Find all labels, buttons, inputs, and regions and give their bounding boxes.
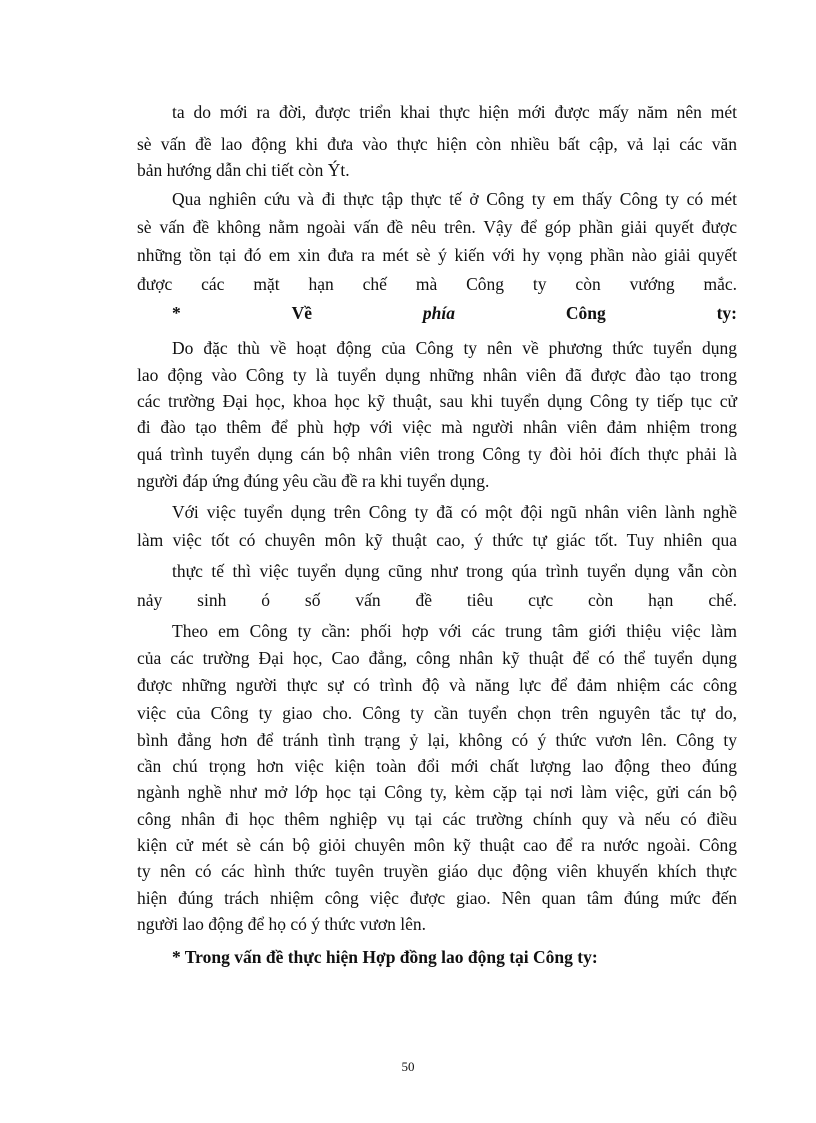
text-line: sè vấn đề không nằm ngoài vấn đề nêu trên. Vậy để góp phần giải quyết được xyxy=(137,217,737,237)
text-line: đi đào tạo thêm để phù hợp với việc mà người nhân viên đảm nhiệm trong xyxy=(137,417,737,437)
heading-word: Công xyxy=(565,303,606,323)
section-heading-labor-contract: * Trong vấn đề thực hiện Hợp đồng lao động tại Công ty: xyxy=(172,947,598,967)
text-line: được những người thực sự có trình độ và năng lực để đảm nhiệm các công xyxy=(137,675,737,695)
text-line: cần chú trọng hơn việc kiện toàn đổi mới chất lượng lao động theo đúng xyxy=(137,756,737,776)
section-heading-company xyxy=(172,302,737,324)
text-line: Với việc tuyển dụng trên Công ty đã có một đội ngũ nhân viên lành nghề xyxy=(172,502,737,522)
text-line: quá trình tuyển dụng cán bộ nhân viên trong Công ty đòi hỏi đích thực phải là xyxy=(137,444,737,464)
text-line: bản hướng dẫn chi tiết còn Ýt. xyxy=(137,160,350,180)
text-line: kiện cử mét sè cán bộ giỏi chuyên môn kỹ thuật cao để ra nước ngoài. Công xyxy=(137,835,737,855)
text-line: ty nên có các hình thức tuyên truyền giáo dục động viên khuyến khích thực xyxy=(137,861,737,881)
text-line: việc của Công ty giao cho. Công ty cần tuyển chọn trên nguyên tắc tự do, xyxy=(137,703,737,723)
text-line: thực tế thì việc tuyển dụng cũng như trong qúa trình tuyển dụng vẫn còn xyxy=(172,561,737,581)
text-line: ngành nghề như mở lớp học tại Công ty, kèm cặp tại nơi làm việc, gửi cán bộ xyxy=(137,782,737,802)
text-line: Qua nghiên cứu và đi thực tập thực tế ở Công ty em thấy Công ty có mét xyxy=(172,189,737,209)
text-line: người đáp ứng đúng yêu cầu đề ra khi tuyển dụng. xyxy=(137,471,490,491)
text-line: công nhân đi học thêm nghiệp vụ tại các trường chính quy và nếu có điều xyxy=(137,809,737,829)
text-line: lao động vào Công ty là tuyển dụng những nhân viên đã được đào tạo trong xyxy=(137,365,737,385)
text-line: những tồn tại đó em xin đưa ra mét sè ý kiến với hy vọng phần nào giải quyết xyxy=(137,245,737,265)
text-line: Theo em Công ty cần: phối hợp với các trung tâm giới thiệu việc làm xyxy=(172,621,737,641)
heading-word: ty: xyxy=(716,303,737,323)
heading-word: Về xyxy=(291,303,313,323)
text-line: được các mặt hạn chế mà Công ty còn vướng mắc. xyxy=(137,274,737,294)
text-line: nảy sinh ó số vấn đề tiêu cực còn hạn chế. xyxy=(137,590,737,610)
text-line: Do đặc thù về hoạt động của Công ty nên về phương thức tuyển dụng xyxy=(172,338,737,358)
text-line: của các trường Đại học, Cao đẳng, công nhân kỹ thuật để có thể tuyển dụng xyxy=(137,648,737,668)
text-line: các trường Đại học, khoa học kỹ thuật, sau khi tuyển dụng Công ty tiếp tục cử xyxy=(137,391,737,411)
text-line: ta do mới ra đời, được triển khai thực hiện mới được mấy năm nên mét xyxy=(172,102,737,122)
heading-word: phía xyxy=(422,303,455,323)
page-number: 50 xyxy=(401,1059,415,1074)
text-line: hiện đúng trách nhiệm công việc được giao. Nên quan tâm đúng mức đến xyxy=(137,888,737,908)
heading-star: * xyxy=(172,303,181,323)
text-line: sè vấn đề lao động khi đưa vào thực hiện còn nhiều bất cập, vả lại các văn xyxy=(137,134,737,154)
text-line: làm việc tốt có chuyên môn kỹ thuật cao, ý thức tự giác tốt. Tuy nhiên qua xyxy=(137,530,737,550)
text-line: bình đẳng hơn để tránh tình trạng ỷ lại, không có ý thức vươn lên. Công ty xyxy=(137,730,737,750)
text-line: người lao động để họ có ý thức vươn lên. xyxy=(137,914,426,934)
